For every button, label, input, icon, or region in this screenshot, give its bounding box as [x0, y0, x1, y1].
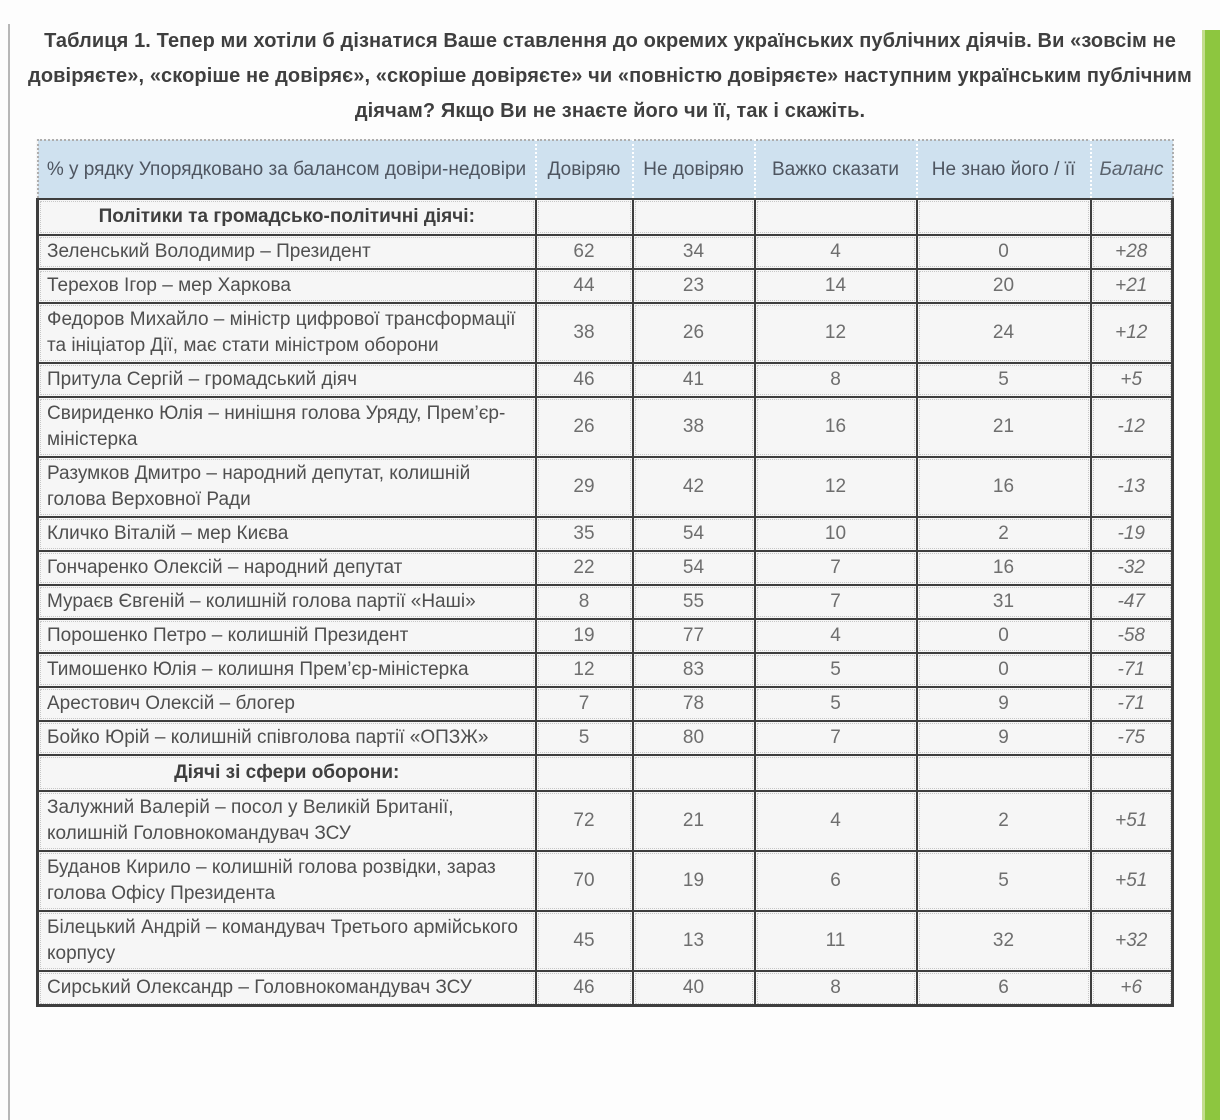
trust-cell: 5: [536, 721, 633, 755]
trust-cell: 22: [536, 551, 633, 585]
hard-to-say-cell: 10: [755, 517, 917, 551]
trust-cell: 8: [536, 585, 633, 619]
empty-balance-cell: [1091, 199, 1173, 235]
empty-hard-to-say-cell: [755, 755, 917, 791]
dont-know-cell: 5: [917, 851, 1091, 911]
hard-to-say-cell: 4: [755, 619, 917, 653]
empty-distrust-cell: [633, 755, 755, 791]
hard-to-say-cell: 8: [755, 971, 917, 1006]
section-label: Політики та громадсько-політичні діячі:: [38, 199, 536, 235]
hard-to-say-cell: 12: [755, 457, 917, 517]
hard-to-say-cell: 14: [755, 269, 917, 303]
person-cell: Гончаренко Олексій – народний депутат: [38, 551, 536, 585]
table-row: [38, 585, 1173, 619]
table-row: [38, 303, 1173, 363]
balance-cell: -19: [1091, 517, 1173, 551]
table-row: [38, 457, 1173, 517]
person-cell: Арестович Олексій – блогер: [38, 687, 536, 721]
dont-know-cell: 24: [917, 303, 1091, 363]
table-row: [38, 653, 1173, 687]
dont-know-cell: 2: [917, 791, 1091, 851]
person-cell: Тимошенко Юлія – колишня Прем’єр-міністерка: [38, 653, 536, 687]
hard-to-say-cell: 8: [755, 363, 917, 397]
hard-to-say-cell: 7: [755, 551, 917, 585]
trust-cell: 70: [536, 851, 633, 911]
hard-to-say-cell: 11: [755, 911, 917, 971]
dont-know-cell: 0: [917, 235, 1091, 269]
balance-cell: +12: [1091, 303, 1173, 363]
empty-dont-know-cell: [917, 199, 1091, 235]
distrust-cell: 13: [633, 911, 755, 971]
distrust-cell: 23: [633, 269, 755, 303]
table-row: [38, 971, 1173, 1006]
dont-know-cell: 16: [917, 551, 1091, 585]
person-cell: Залужний Валерій – посол у Великій Британії, колишній Головнокомандувач ЗСУ: [38, 791, 536, 851]
table-row: [38, 911, 1173, 971]
dont-know-cell: 9: [917, 721, 1091, 755]
hard-to-say-cell: 16: [755, 397, 917, 457]
balance-cell: -13: [1091, 457, 1173, 517]
person-cell: Зеленський Володимир – Президент: [38, 235, 536, 269]
hard-to-say-cell: 12: [755, 303, 917, 363]
distrust-cell: 34: [633, 235, 755, 269]
table-row: [38, 397, 1173, 457]
balance-cell: -58: [1091, 619, 1173, 653]
distrust-cell: 55: [633, 585, 755, 619]
empty-dont-know-cell: [917, 755, 1091, 791]
person-cell: Федоров Михайло – міністр цифрової трансформації та ініціатор Дії, має стати міністром оборони: [38, 303, 536, 363]
balance-cell: +51: [1091, 791, 1173, 851]
balance-cell: -71: [1091, 653, 1173, 687]
trust-cell: 46: [536, 363, 633, 397]
person-cell: Буданов Кирило – колишній голова розвідки, зараз голова Офісу Президента: [38, 851, 536, 911]
table-row: [38, 851, 1173, 911]
person-cell: Терехов Ігор – мер Харкова: [38, 269, 536, 303]
dont-know-cell: 0: [917, 653, 1091, 687]
dont-know-cell: 0: [917, 619, 1091, 653]
balance-cell: +21: [1091, 269, 1173, 303]
hard-to-say-cell: 5: [755, 653, 917, 687]
hard-to-say-cell: 5: [755, 687, 917, 721]
balance-cell: -71: [1091, 687, 1173, 721]
header-row: [38, 140, 1173, 199]
dont-know-cell: 5: [917, 363, 1091, 397]
distrust-cell: 41: [633, 363, 755, 397]
distrust-cell: 19: [633, 851, 755, 911]
empty-trust-cell: [536, 199, 633, 235]
right-accent-bar: [1202, 30, 1220, 1120]
trust-cell: 7: [536, 687, 633, 721]
table-row: [38, 363, 1173, 397]
trust-cell: 62: [536, 235, 633, 269]
trust-table: [36, 139, 1174, 1007]
balance-cell: +51: [1091, 851, 1173, 911]
distrust-cell: 77: [633, 619, 755, 653]
person-cell: Кличко Віталій – мер Києва: [38, 517, 536, 551]
trust-cell: 38: [536, 303, 633, 363]
trust-cell: 72: [536, 791, 633, 851]
header-hard-to-say: Важко сказати: [755, 140, 917, 199]
person-cell: Порошенко Петро – колишній Президент: [38, 619, 536, 653]
distrust-cell: 78: [633, 687, 755, 721]
trust-cell: 19: [536, 619, 633, 653]
balance-cell: +28: [1091, 235, 1173, 269]
hard-to-say-cell: 6: [755, 851, 917, 911]
balance-cell: +32: [1091, 911, 1173, 971]
dont-know-cell: 32: [917, 911, 1091, 971]
section-row: [38, 199, 1173, 235]
distrust-cell: 26: [633, 303, 755, 363]
balance-cell: -32: [1091, 551, 1173, 585]
table-header: [38, 140, 1173, 199]
trust-cell: 35: [536, 517, 633, 551]
header-distrust: Не довіряю: [633, 140, 755, 199]
empty-distrust-cell: [633, 199, 755, 235]
table-row: [38, 721, 1173, 755]
distrust-cell: 80: [633, 721, 755, 755]
person-cell: Білецький Андрій – командувач Третього армійського корпусу: [38, 911, 536, 971]
distrust-cell: 42: [633, 457, 755, 517]
balance-cell: -47: [1091, 585, 1173, 619]
balance-cell: -12: [1091, 397, 1173, 457]
trust-cell: 26: [536, 397, 633, 457]
balance-cell: -75: [1091, 721, 1173, 755]
trust-cell: 44: [536, 269, 633, 303]
person-cell: Разумков Дмитро – народний депутат, колишній голова Верховної Ради: [38, 457, 536, 517]
empty-trust-cell: [536, 755, 633, 791]
dont-know-cell: 20: [917, 269, 1091, 303]
dont-know-cell: 2: [917, 517, 1091, 551]
hard-to-say-cell: 7: [755, 721, 917, 755]
dont-know-cell: 9: [917, 687, 1091, 721]
table-row: [38, 687, 1173, 721]
dont-know-cell: 16: [917, 457, 1091, 517]
section-row: [38, 755, 1173, 791]
trust-cell: 45: [536, 911, 633, 971]
table-caption: Таблиця 1. Тепер ми хотіли б дізнатися Ваше ставлення до окремих українських публічних діячів. Ви «зовсім не довіряєте», «скоріше не довіряє», «скоріше довіряєте» чи «повністю довіряєте» наступним українським публічним діячам? Якщо Ви не знаєте його чи її, так і скажіть.: [28, 30, 1192, 122]
person-cell: Свириденко Юлія – нинішня голова Уряду, Прем’єр-міністерка: [38, 397, 536, 457]
dont-know-cell: 21: [917, 397, 1091, 457]
header-sort-description: % у рядку Упорядковано за балансом довіри-недовіри: [38, 140, 536, 199]
trust-cell: 29: [536, 457, 633, 517]
trust-cell: 46: [536, 971, 633, 1006]
person-cell: Мураєв Євгеній – колишній голова партії «Наші»: [38, 585, 536, 619]
dont-know-cell: 31: [917, 585, 1091, 619]
table-row: [38, 791, 1173, 851]
hard-to-say-cell: 4: [755, 235, 917, 269]
table-row: [38, 269, 1173, 303]
header-dont-know: Не знаю його / її: [917, 140, 1091, 199]
balance-cell: +6: [1091, 971, 1173, 1006]
hard-to-say-cell: 4: [755, 791, 917, 851]
table-body: [38, 199, 1173, 1006]
balance-cell: +5: [1091, 363, 1173, 397]
empty-hard-to-say-cell: [755, 199, 917, 235]
header-balance: Баланс: [1091, 140, 1173, 199]
person-cell: Сирський Олександр – Головнокомандувач ЗСУ: [38, 971, 536, 1006]
distrust-cell: 54: [633, 517, 755, 551]
trust-cell: 12: [536, 653, 633, 687]
left-border-line: [8, 24, 10, 1120]
dont-know-cell: 6: [917, 971, 1091, 1006]
distrust-cell: 21: [633, 791, 755, 851]
table-row: [38, 619, 1173, 653]
person-cell: Бойко Юрій – колишній співголова партії «ОПЗЖ»: [38, 721, 536, 755]
distrust-cell: 38: [633, 397, 755, 457]
table-row: [38, 551, 1173, 585]
table-row: [38, 235, 1173, 269]
distrust-cell: 83: [633, 653, 755, 687]
empty-balance-cell: [1091, 755, 1173, 791]
distrust-cell: 40: [633, 971, 755, 1006]
section-label: Діячі зі сфери оборони:: [38, 755, 536, 791]
hard-to-say-cell: 7: [755, 585, 917, 619]
header-trust: Довіряю: [536, 140, 633, 199]
page-background: [0, 24, 1220, 1120]
person-cell: Притула Сергій – громадський діяч: [38, 363, 536, 397]
table-row: [38, 517, 1173, 551]
distrust-cell: 54: [633, 551, 755, 585]
